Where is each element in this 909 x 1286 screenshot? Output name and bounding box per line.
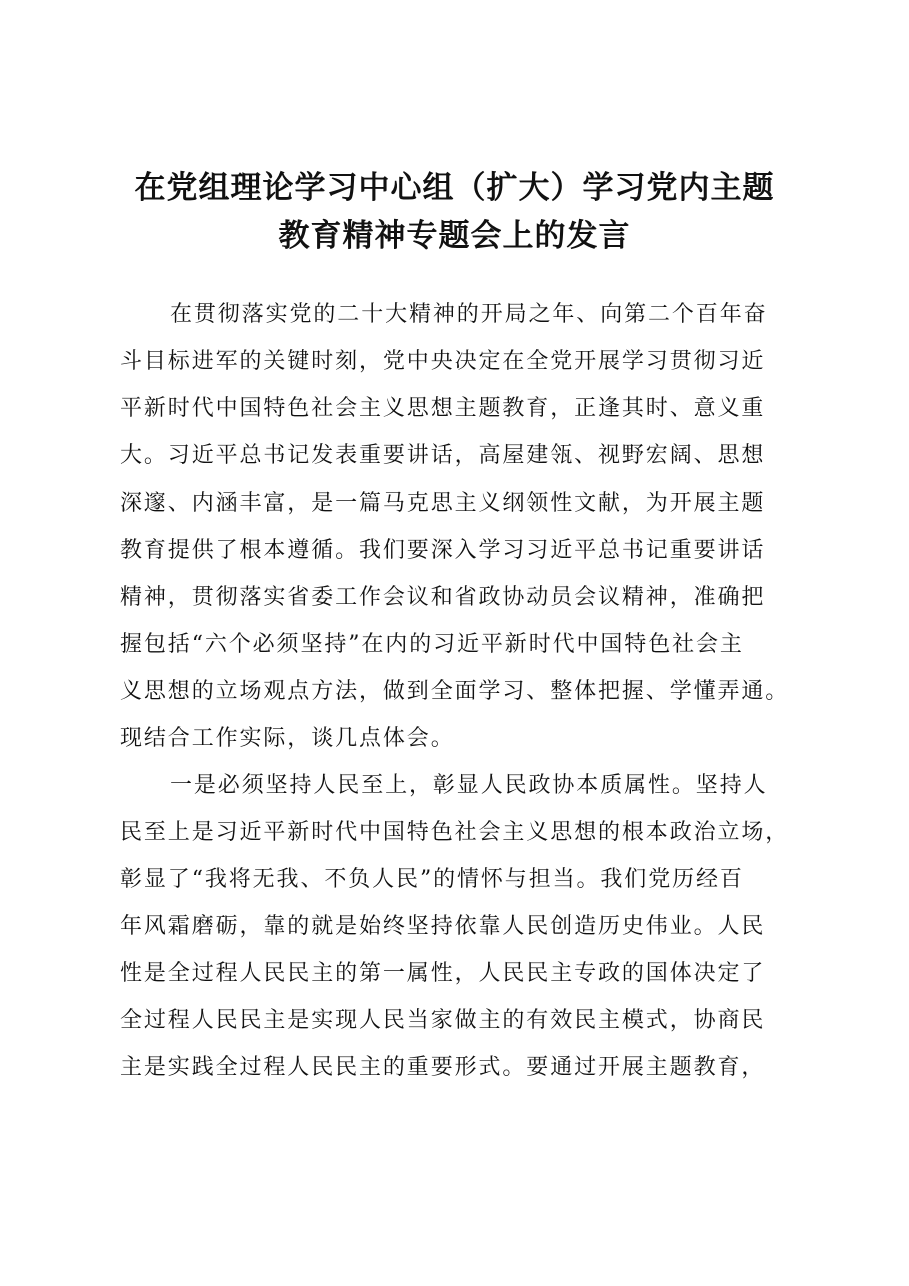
- paragraph-1-line: 大。习近平总书记发表重要讲话，高屋建瓴、视野宏阔、思想: [120, 443, 766, 468]
- paragraph-1-line: 现结合工作实际，谈几点体会。: [120, 726, 455, 751]
- document-title-line-2: 教育精神专题会上的发言: [278, 218, 631, 254]
- paragraph-2-line: 主是实践全过程人民民主的重要形式。要通过开展主题教育，: [120, 1055, 766, 1080]
- paragraph-2-line: 年风霜磨砺，靠的就是始终坚持依靠人民创造历史伟业。人民: [120, 914, 766, 939]
- paragraph-1-line: 斗目标进军的关键时刻，党中央决定在全党开展学习贯彻习近: [120, 349, 766, 374]
- paragraph-1-line: 精神，贯彻落实省委工作会议和省政协动员会议精神，准确把: [120, 585, 766, 610]
- paragraph-2-line: 性是全过程人民民主的第一属性，人民民主专政的国体决定了: [120, 961, 766, 986]
- paragraph-2-line: 一是必须坚持人民至上，彰显人民政协本质属性。坚持人: [170, 773, 768, 798]
- paragraph-1-line: 握包括“六个必须坚持”在内的习近平新时代中国特色社会主: [120, 632, 744, 657]
- paragraph-1-line: 平新时代中国特色社会主义思想主题教育，正逢其时、意义重: [120, 396, 766, 421]
- paragraph-1-line: 义思想的立场观点方法，做到全面学习、整体把握、学懂弄通。: [120, 679, 790, 704]
- paragraph-1-line: 教育提供了根本遵循。我们要深入学习习近平总书记重要讲话: [120, 538, 766, 563]
- document-title-line-1: 在党组理论学习中心组（扩大）学习党内主题: [134, 170, 775, 206]
- paragraph-2-line: 彰显了“我将无我、不负人民”的情怀与担当。我们党历经百: [120, 867, 744, 892]
- paragraph-1-line: 深邃、内涵丰富，是一篇马克思主义纲领性文献，为开展主题: [120, 491, 766, 516]
- paragraph-1-line: 在贯彻落实党的二十大精神的开局之年、向第二个百年奋: [170, 302, 768, 327]
- paragraph-2-line: 全过程人民民主是实现人民当家做主的有效民主模式，协商民: [120, 1008, 766, 1033]
- paragraph-2-line: 民至上是习近平新时代中国特色社会主义思想的根本政治立场，: [120, 820, 790, 845]
